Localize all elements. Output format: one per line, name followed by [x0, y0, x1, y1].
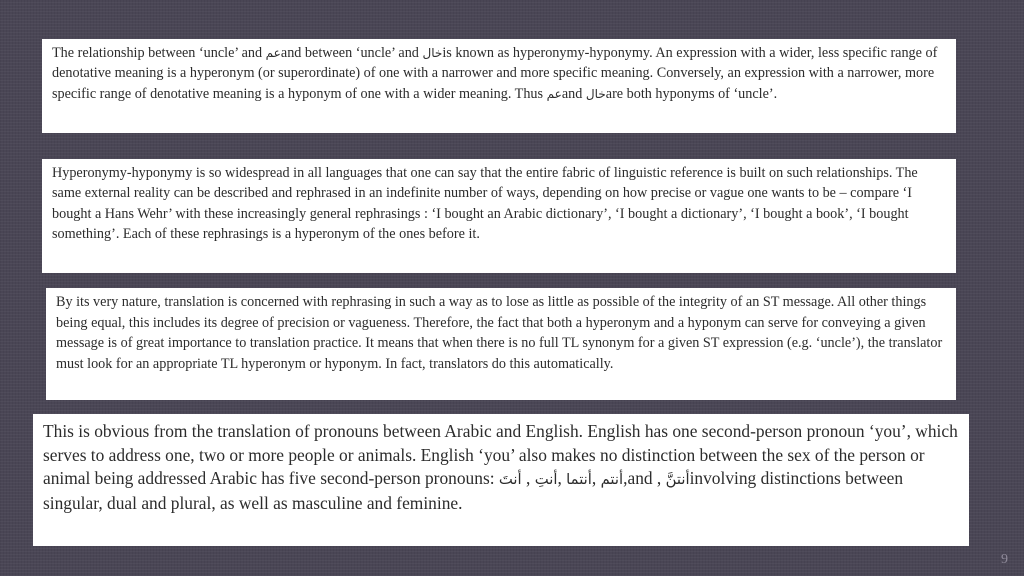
- arabic-word: عم: [546, 86, 562, 101]
- text-span: ,: [521, 468, 535, 489]
- text-span: This is obvious from the translation of pronouns between Arabic and English. English has one second-person pronoun ‘you’, which serves to address one, two or more people or animals. English ‘you’ also makes no distinction between the sex of the person or animal being addressed Arabic has five second-person pronouns:: [43, 421, 958, 489]
- text-span: involving distinctions between singular, dual and plural, as well as masculine and feminine.: [43, 468, 904, 513]
- text-box-hyperonymy-definition: [42, 39, 956, 133]
- text-span: The relationship between ‘uncle’ and: [52, 45, 266, 61]
- text-span: ,and ,: [623, 468, 666, 489]
- text-span: are both hyponyms of ‘uncle’.: [605, 85, 778, 102]
- text-span: ,: [557, 468, 567, 489]
- arabic-word: خال: [422, 46, 443, 60]
- arabic-word: أنتِ: [534, 471, 558, 489]
- paragraph: [43, 420, 959, 515]
- text-span: and: [561, 85, 586, 102]
- arabic-word: أنتما: [566, 471, 592, 489]
- text-box-translation-nature: [46, 288, 956, 400]
- arabic-word: خال: [585, 86, 606, 101]
- text-box-widespread: [42, 159, 956, 273]
- text-span: ,: [591, 468, 601, 489]
- text-box-pronouns: [33, 414, 969, 546]
- paragraph: Hyperonymy-hyponymy is so widespread in all languages that one can say that the entire fabric of linguistic reference is built on such relationships. The same external reality can be described and rephrased in an indefinite number of ways, depending on how precise or vague one wants to be – compare ‘I bought a Hans Wehr’ with these increasingly general rephrasings : ‘I bought an Arabic dictionary’, ‘I bought a dictionary’, ‘I bought a book’, ‘I bought something’. Each of these rephrasings is a hyperonym of the ones before it.: [52, 165, 918, 243]
- paragraph: [52, 43, 946, 104]
- paragraph: By its very nature, translation is concerned with rephrasing in such a way as to lose as little as possible of the integrity of an ST message. All other things being equal, this includes its degree of precision or vagueness. Therefore, the fact that both a hyperonym and a hyponym can serve for conveying a given message is of great importance to translation practice. It means that when there is no full TL synonym for a given ST expression (e.g. ‘uncle’), the translator must look for an appropriate TL hyperonym or hyponym. In fact, translators do this automatically.: [56, 294, 943, 372]
- arabic-word: عم: [265, 46, 281, 60]
- page-number: 9: [1001, 552, 1008, 567]
- text-span: and between ‘uncle’ and: [280, 45, 423, 61]
- text-span: is known as hyperonymy-hyponymy. An expression with a wider, less specific range of denotative meaning is a hyperonym (or superordinate) of one with a narrower and more specific meaning. Conversely, an expression with a narrower, more specific range of denotative meaning is a hyponym of one with a wider meaning. Thus: [52, 45, 938, 102]
- arabic-word: أنتَ: [498, 471, 522, 489]
- arabic-word: أنتنَّ: [665, 471, 690, 489]
- arabic-word: أنتم: [600, 471, 624, 489]
